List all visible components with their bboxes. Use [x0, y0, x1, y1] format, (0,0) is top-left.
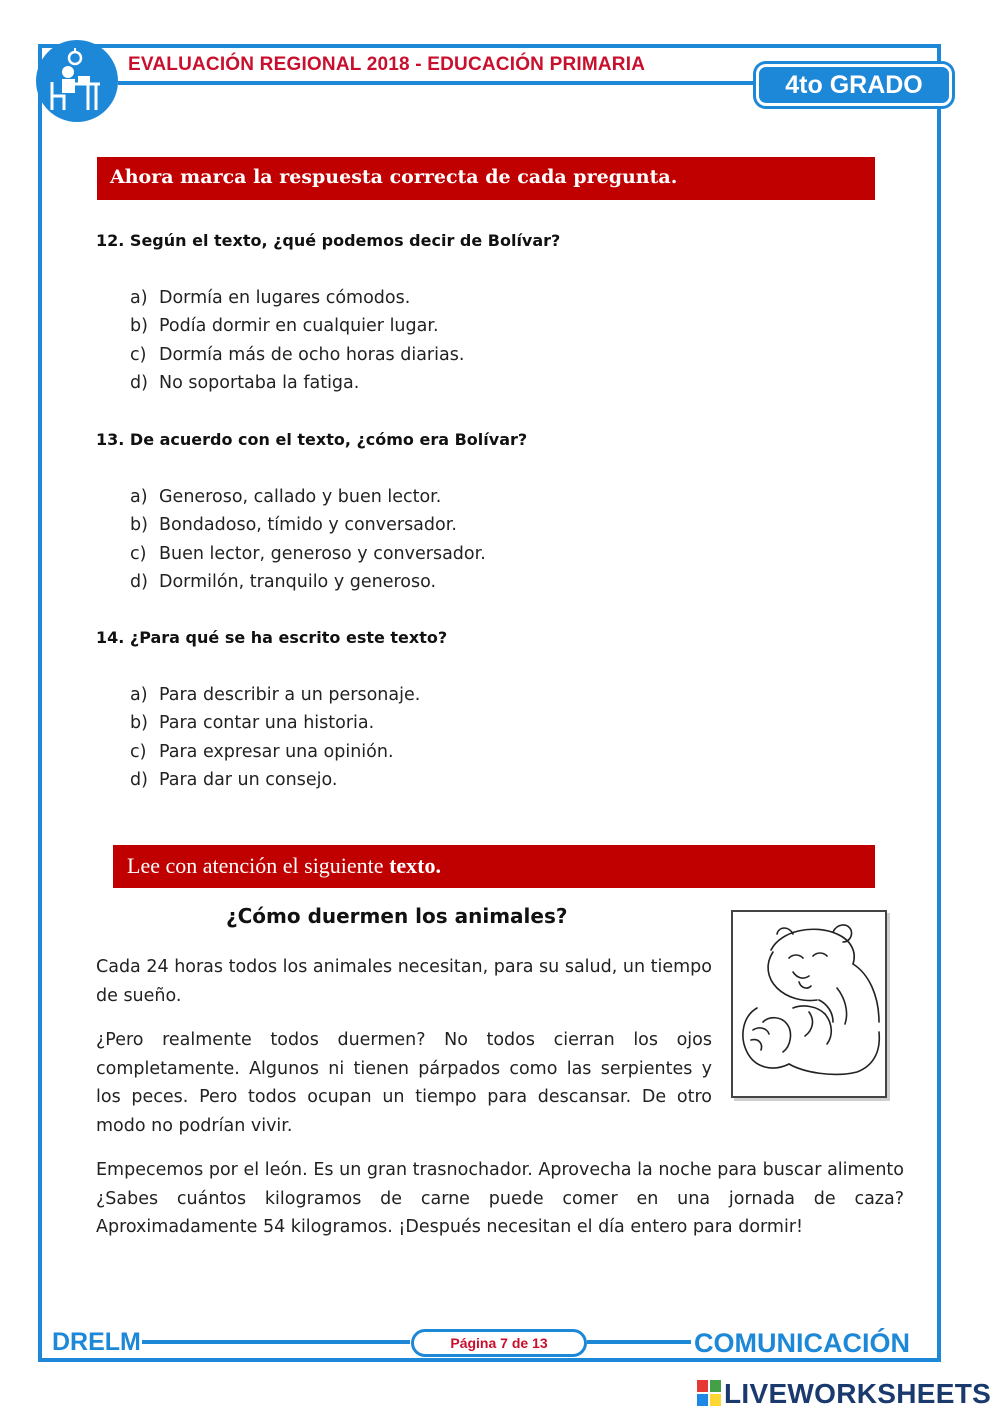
student-at-desk-icon: [36, 40, 118, 122]
reading-paragraph-1: Cada 24 horas todos los animales necesitan, para su salud, un tiempo de sueño.: [96, 957, 712, 1006]
option-13-a[interactable]: a) Generoso, callado y buen lector.: [130, 487, 442, 507]
option-14-b[interactable]: b) Para contar una historia.: [130, 713, 375, 734]
question-13: 13. De acuerdo con el texto, ¿cómo era Bolívar?: [96, 430, 528, 449]
reading-title: ¿Cómo duermen los animales?: [226, 904, 568, 928]
page-number: Página 7 de 13: [411, 1329, 587, 1357]
question-14-options: [130, 681, 420, 794]
option-14-a[interactable]: a) Para describir a un personaje.: [130, 685, 421, 705]
option-13-c[interactable]: c) Buen lector, generoso y conversador.: [130, 543, 486, 564]
option-14-d[interactable]: d) Para dar un consejo.: [130, 769, 338, 790]
liveworksheets-logo-icon: [697, 1380, 721, 1406]
header-title: EVALUACIÓN REGIONAL 2018 - EDUCACIÓN PRIMARIA: [128, 54, 646, 75]
footer-line-left: [142, 1340, 410, 1344]
option-13-d[interactable]: d) Dormilón, tranquilo y generoso.: [130, 571, 437, 592]
option-12-d[interactable]: d) No soportaba la fatiga.: [130, 372, 360, 393]
question-12: 12. Según el texto, ¿qué podemos decir de Bolívar?: [96, 231, 561, 250]
footer-subject: COMUNICACIÓN: [694, 1328, 910, 1358]
option-14-c[interactable]: c) Para expresar una opinión.: [130, 741, 394, 762]
watermark-text: LIVEWORKSHEETS: [724, 1378, 992, 1409]
option-12-b[interactable]: b) Podía dormir en cualquier lugar.: [130, 316, 439, 337]
question-14: 14. ¿Para qué se ha escrito este texto?: [96, 628, 448, 647]
question-13-options: [130, 483, 486, 596]
reading-paragraph-2: ¿Pero realmente todos duermen? No todos cierran los ojos completamente. Algunos ni tienen párpados como las serpientes y los peces. Pero todos ocupan un tiempo para descansar. De otro modo no podrían vivir.: [96, 1030, 712, 1136]
option-13-b[interactable]: b) Bondadoso, tímido y conversador.: [130, 515, 457, 536]
question-12-options: [130, 284, 464, 397]
instruction-banner-answers: Ahora marca la respuesta correcta de cada pregunta.: [97, 157, 875, 200]
option-12-c[interactable]: c) Dormía más de ocho horas diarias.: [130, 344, 465, 365]
reading-paragraph-3: Empecemos por el león. Es un gran trasnochador. Aprovecha la noche para buscar alimento ¿Sabes cuántos kilogramos de carne puede comer en una jornada de caza? Aproximadamente 54 kilogramos. ¡Después necesitan el día entero para dormir!: [96, 1160, 904, 1237]
option-12-a[interactable]: a) Dormía en lugares cómodos.: [130, 288, 411, 308]
grade-badge: 4to GRADO: [756, 64, 952, 106]
footer-organization: DRELM: [52, 1328, 141, 1356]
footer-line-right: [587, 1340, 691, 1344]
header-divider: [118, 81, 758, 85]
sleeping-lioness-illustration: [731, 910, 887, 1098]
instruction-banner-reading: Lee con atención el siguiente texto.: [113, 845, 875, 888]
